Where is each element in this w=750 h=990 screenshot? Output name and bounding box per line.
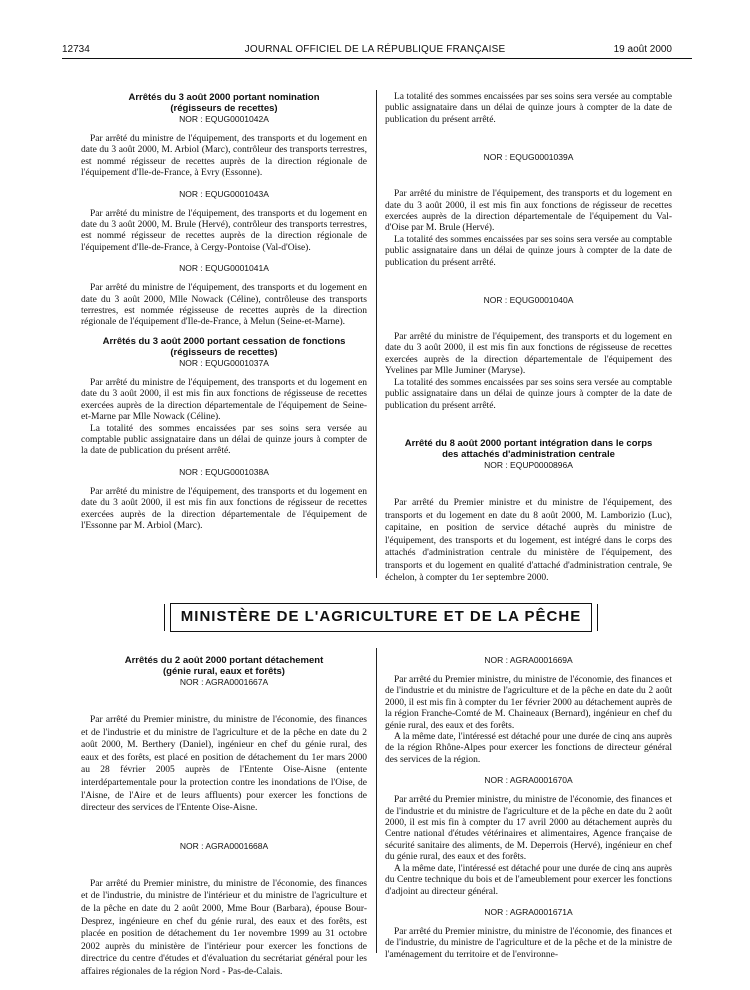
section-title: Arrêtés du 3 août 2000 portant cessation de fonctions	[102, 335, 346, 347]
column-divider	[376, 90, 377, 578]
issue-date: 19 août 2000	[613, 44, 672, 55]
paragraph: Par arrêté du Premier ministre, du ministre de l'économie, des finances et de l'industrie et du ministre de l'agriculture et de la pêche en date du 2 août 2000, il est mis fin à compter du 17 avril 2000 au détachement auprès du Centre national d'études vétérinaires et alimentaires, Agence française de sécurité sanitaire des aliments, de M. Deperrois (Hervé), ingénieur en chef du génie rural, des eaux et des forêts.	[385, 795, 672, 863]
right-column	[385, 92, 672, 585]
paragraph: Par arrêté du Premier ministre, du ministre de l'économie, des finances et de l'industrie et du ministre de l'agriculture et de la pêche en date du 2 août 2000, il est mis fin à compter du 1er février 2000 au détachement auprès de la région Franche-Comté de M. Chaineaux (Bernard), ingénieur en chef du génie rural, des eaux et des forêts.	[385, 675, 672, 731]
paragraph: Par arrêté du Premier ministre et du ministre de l'équipement, des transports et du logement en date du 8 août 2000, M. Lamborizio (Luc), capitaine, en position de service détaché auprès du ministre de l'équipement, des transports et du logement, est intégré dans le corps des attachés d'administration centrale du ministère de l'équipement, des transports et du logement en qualité d'attaché d'administration centrale, 9e échelon, à compter du 1er septembre 2000.	[385, 497, 672, 584]
paragraph: La totalité des sommes encaissées par ses soins sera versée au comptable public assignataire dans un délai de quinze jours à compter de la date de publication du présent arrêté.	[81, 423, 367, 457]
section-subtitle: (régisseurs de recettes)	[170, 103, 278, 114]
section-subtitle: (génie rural, eaux et forêts)	[163, 666, 285, 677]
nor-reference: NOR : EQUP0000896A	[484, 459, 573, 470]
section-title: Arrêtés du 2 août 2000 portant détachement	[124, 655, 324, 666]
ministry-banner: MINISTÈRE DE L'AGRICULTURE ET DE LA PÊCHE	[170, 603, 592, 632]
paragraph: La totalité des sommes encaissées par ses soins sera versée au comptable public assignataire dans un délai de quinze jours à compter de la date de publication du présent arrêté.	[385, 92, 672, 125]
nor-reference: NOR : AGRA0001668A	[179, 840, 269, 851]
section-subtitle: des attachés d'administration centrale	[442, 448, 615, 460]
paragraph: Par arrêté du Premier ministre, du ministre de l'économie, des finances et de l'industrie, du ministre de l'agriculture et de la pêche et de la ministre de l'aménagement du territoire et de l'environne-	[385, 926, 672, 960]
nor-reference: NOR : AGRA0001669A	[484, 655, 573, 665]
section-title: Arrêtés du 3 août 2000 portant nomination	[128, 92, 320, 103]
nor-reference: NOR : EQUG0001039A	[483, 152, 574, 163]
nor-reference: NOR : EQUG0001040A	[483, 295, 574, 306]
nor-reference: NOR : EQUG0001041A	[179, 263, 269, 274]
section-subtitle: (régisseurs de recettes)	[170, 346, 278, 358]
paragraph: A la même date, l'intéressé est détaché pour une durée de cinq ans auprès de la région Rhône-Alpes pour exercer les fonctions de directeur général des services de la région.	[385, 732, 672, 765]
page-header	[0, 0, 750, 60]
journal-title: JOURNAL OFFICIEL DE LA RÉPUBLIQUE FRANÇAISE	[244, 44, 506, 55]
nor-reference: NOR : EQUG0001042A	[179, 114, 269, 124]
bottom-left-column	[81, 655, 367, 979]
nor-reference: NOR : EQUG0001037A	[179, 357, 269, 368]
paragraph: La totalité des sommes encaissées par ses soins sera versée au comptable public assignataire dans un délai de quinze jours à compter de la date de publication du présent arrêté.	[385, 234, 672, 268]
paragraph: Par arrêté du ministre de l'équipement, des transports et du logement en date du 3 août 2000, il est mis fin aux fonctions de régisseur de recettes exercées auprès de la direction départementale de l'équipement du Val-d'Oise par M. Brule (Hervé).	[385, 189, 672, 234]
left-column	[81, 92, 367, 532]
bottom-right-column	[385, 655, 672, 961]
nor-reference: NOR : AGRA0001671A	[484, 906, 573, 917]
nor-reference: NOR : AGRA0001667A	[179, 677, 269, 687]
column-divider	[376, 648, 377, 953]
page-number: 12734	[62, 44, 90, 55]
paragraph: Par arrêté du ministre de l'équipement, des transports et du logement en date du 3 août 2000, il est mis fin aux fonctions de régisseuse de recettes exercées auprès de la direction départementale de l'équipement des Yvelines par Mlle Juminer (Maryse).	[385, 332, 672, 377]
paragraph: Par arrêté du ministre de l'équipement, des transports et du logement en date du 3 août 2000, il est mis fin aux fonctions de régisseuse de recettes exercées auprès de la direction départementale de l'équipement de Seine-et-Marne par Mlle Nowack (Céline).	[81, 377, 367, 423]
nor-reference: NOR : EQUG0001043A	[179, 188, 269, 199]
paragraph: Par arrêté du ministre de l'équipement, des transports et du logement en date du 3 août 2000, il est mis fin aux fonctions de régisseur de recettes exercées auprès de la direction départementale de l'équipement de l'Essonne par M. Arbiol (Marc).	[81, 486, 367, 531]
section-title: Arrêté du 8 août 2000 portant intégration dans le corps	[404, 437, 653, 449]
paragraph: Par arrêté du Premier ministre, du ministre de l'économie, des finances et de l'industrie et du ministre de l'agriculture et de la pêche en date du 2 août 2000, M. Berthery (Daniel), ingénieur en chef du génie rural, des eaux et des forêts, est placé en position de détachement du 1er mars 2000 au 28 février 2005 auprès de l'Entente Oise-Aisne (entente interdépartementale pour la protection contre les inondations de l'Oise, de l'Aisne, de l'Aire et de leurs affluents) pour exercer les fonctions de directeur des services de l'Entente Oise-Aisne.	[81, 715, 367, 814]
nor-reference: NOR : AGRA0001670A	[484, 775, 573, 786]
paragraph: Par arrêté du ministre de l'équipement, des transports et du logement en date du 3 août 2000, Mlle Nowack (Céline), contrôleuse des transports terrestres, est nommée régisseuse de recettes auprès de la direction régionale de l'équipement d'Ile-de-France, à Melun (Seine-et-Marne).	[81, 283, 367, 328]
paragraph: A la même date, l'intéressé est détaché pour une durée de cinq ans auprès du Centre technique du bois et de l'ameublement pour exercer les fonctions d'adjoint au directeur général.	[385, 863, 672, 897]
paragraph: Par arrêté du ministre de l'équipement, des transports et du logement en date du 3 août 2000, M. Arbiol (Marc), contrôleur des transports terrestres, est nommé régisseur de recettes auprès de la direction régionale de l'équipement d'Ile-de-France, à Evry (Essonne).	[81, 134, 367, 179]
paragraph: Par arrêté du ministre de l'équipement, des transports et du logement en date du 3 août 2000, M. Brule (Hervé), contrôleur des transports terrestres, est nommé régisseur de recettes auprès de la direction régionale de l'équipement d'Ile-de-France, à Cergy-Pontoise (Val-d'Oise).	[81, 208, 367, 253]
paragraph: Par arrêté du Premier ministre, du ministre de l'économie, des finances et de l'industrie, du ministre de l'intérieur et du ministre de l'agriculture et de la pêche en date du 2 août 2000, Mme Bour (Barbara), épouse Bour-Desprez, ingénieure en chef du génie rural, des eaux et des forêts, est placée en position de détachement du 1er novembre 1999 au 31 octobre 2002 auprès du ministère de l'intérieur pour exercer les fonctions de directrice du centre d'études et d'évaluation du secrétariat général pour les affaires régionales de la région Nord - Pas-de-Calais.	[81, 878, 367, 977]
paragraph: La totalité des sommes encaissées par ses soins sera versée au comptable public assignataire dans un délai de quinze jours à compter de la date de publication du présent arrêté.	[385, 377, 672, 411]
nor-reference: NOR : EQUG0001038A	[179, 466, 269, 477]
header-rule	[62, 58, 692, 59]
